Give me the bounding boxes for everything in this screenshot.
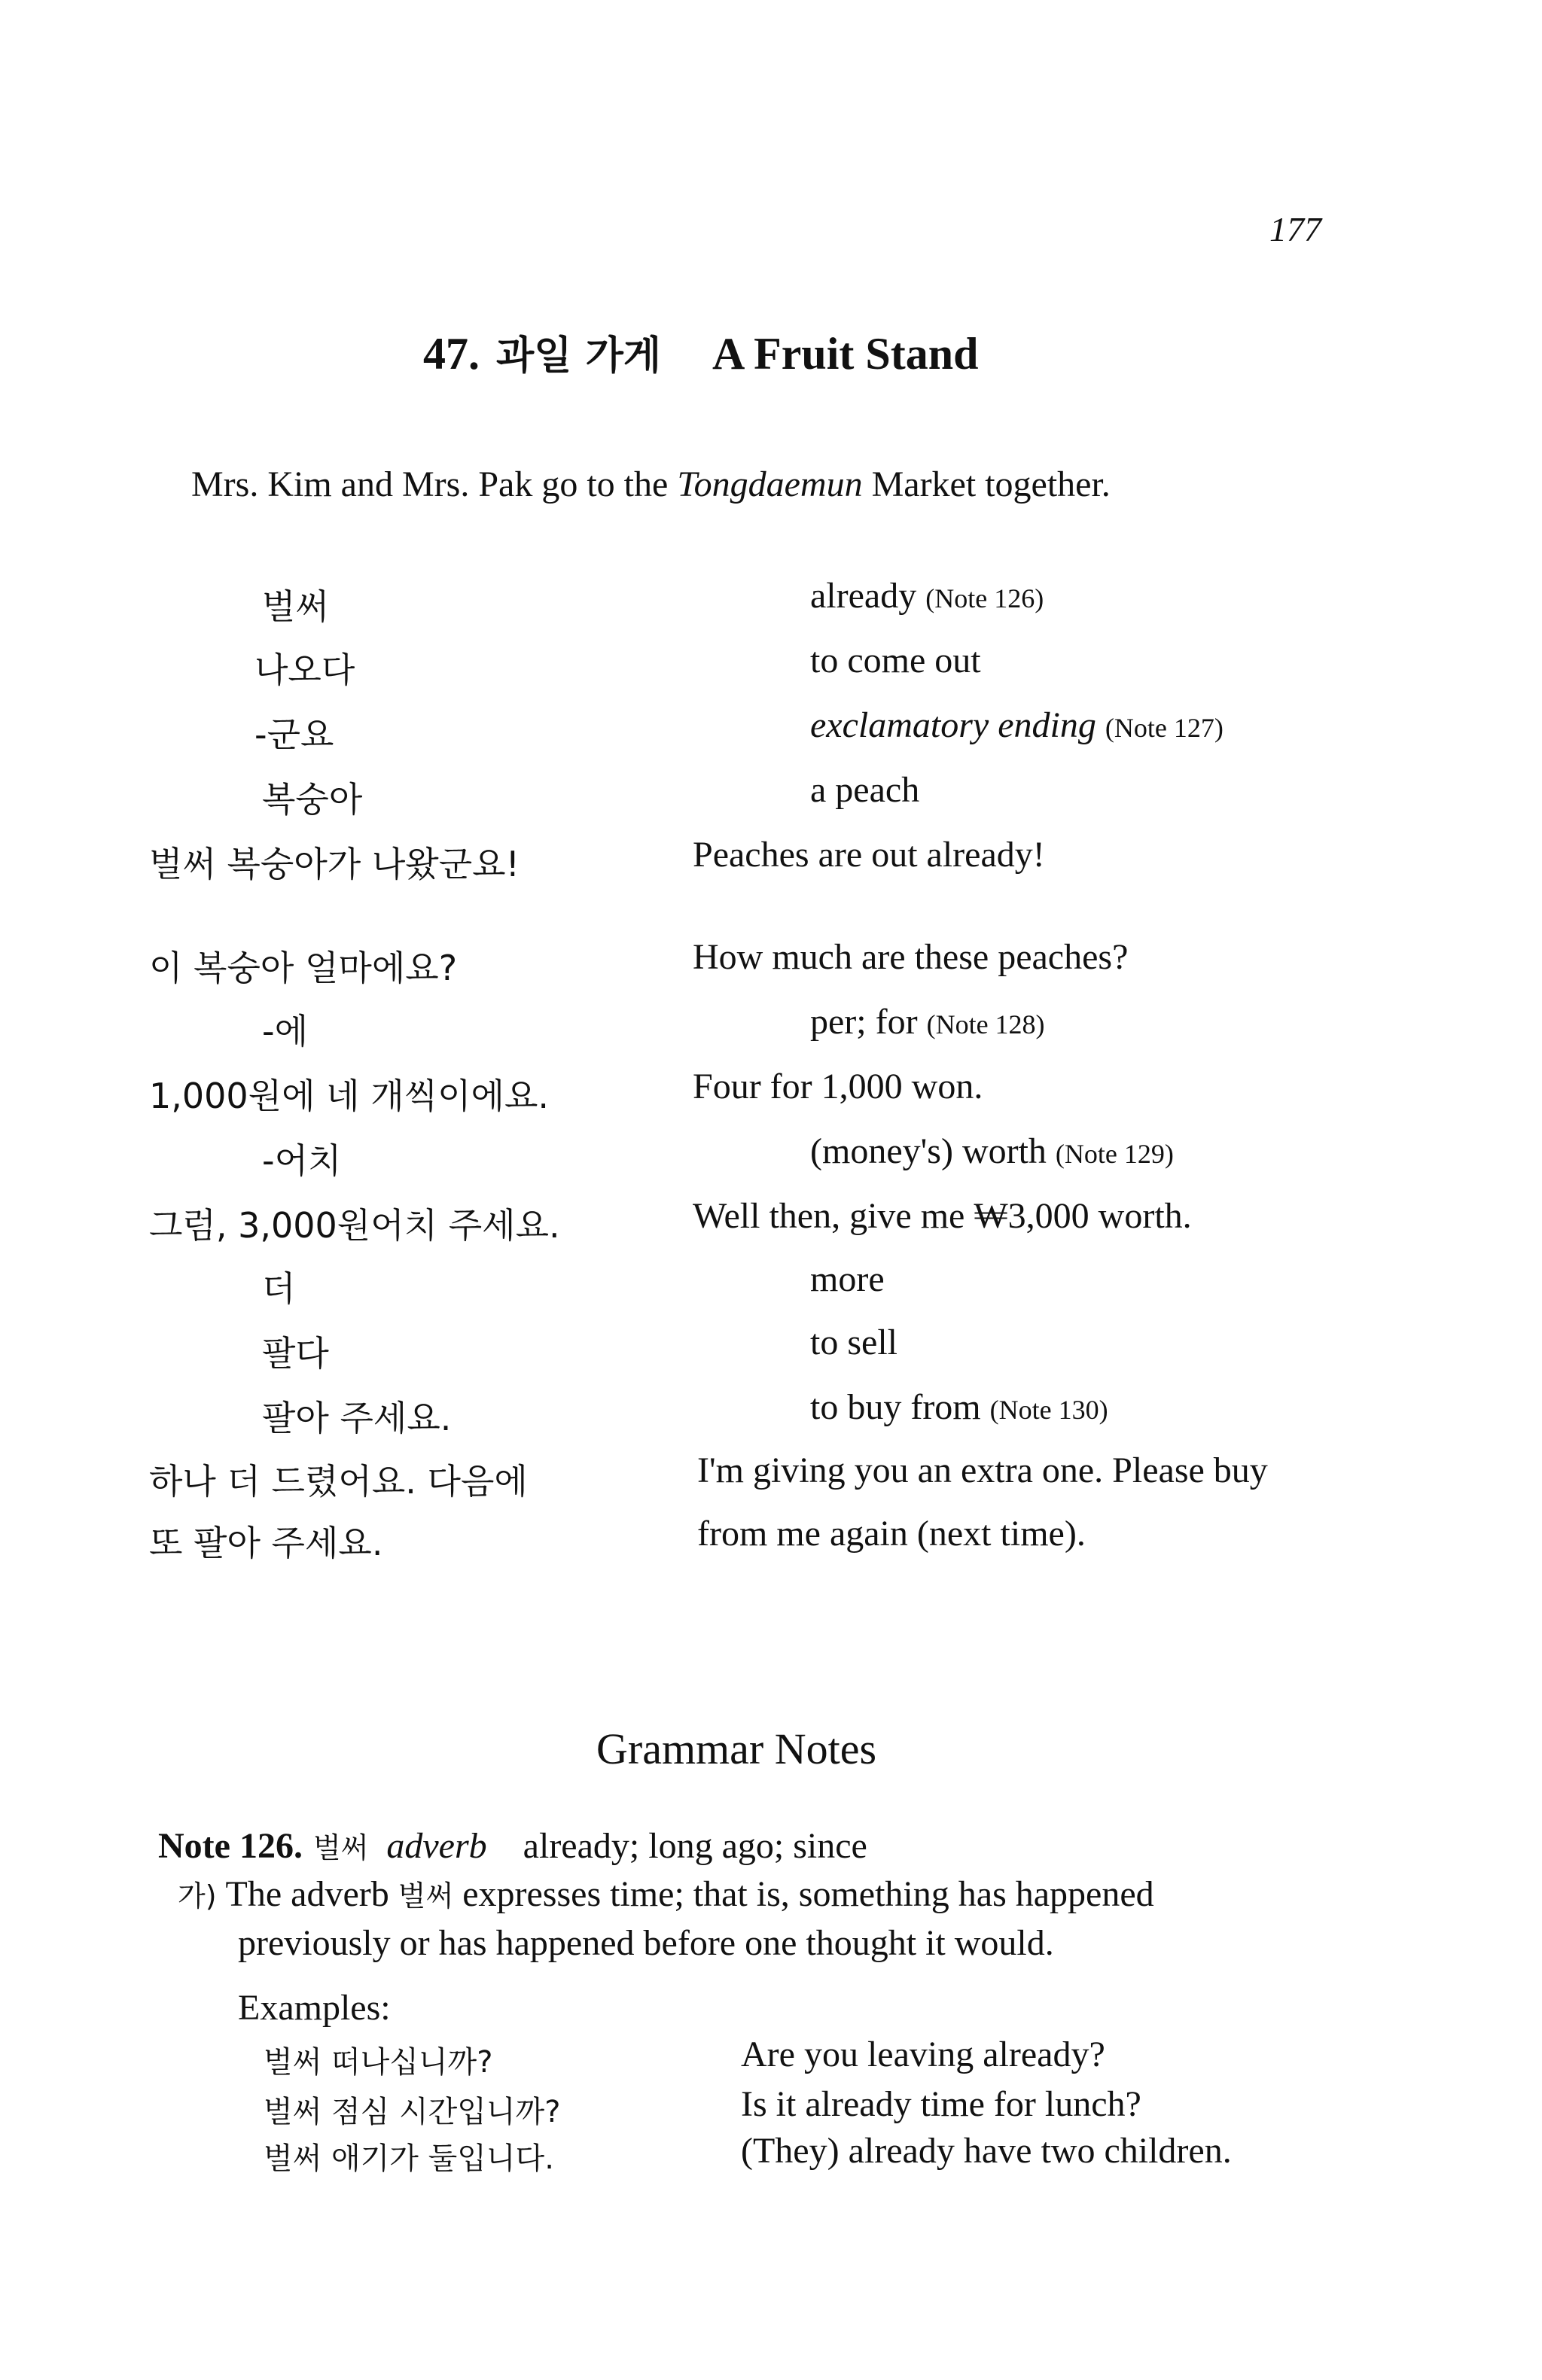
example-ko-1: 벌써 점심 시간입니까? (264, 2095, 561, 2129)
intro-place-name: Tongdaemun (677, 464, 863, 504)
examples-label: Examples: (238, 1988, 391, 2028)
intro-sentence (191, 464, 1111, 505)
note-label: Note 126. (158, 1826, 303, 1866)
vocab-en-12 (810, 1386, 1108, 1428)
vocab-ko-0: 벌써 (262, 586, 329, 627)
lesson-title (423, 324, 978, 380)
vocab-en-10: more (810, 1259, 885, 1299)
note-gloss: already; long ago; since (523, 1826, 867, 1866)
vocab-en-2 (810, 705, 1224, 746)
vocab-ko-6: -에 (262, 1011, 309, 1052)
vocab-ko-11: 팔다 (262, 1333, 329, 1374)
lesson-number: 47. (423, 329, 480, 379)
note-paragraph-line-1 (178, 1873, 1154, 1915)
vocab-en-1: to come out (810, 641, 981, 680)
example-ko-2: 벌써 애기가 둘입니다. (264, 2141, 554, 2176)
vocab-en-7: Four for 1,000 won. (693, 1067, 983, 1106)
example-en-2: (They) already have two children. (741, 2131, 1232, 2171)
note-part-of-speech: adverb (386, 1826, 487, 1866)
vocab-en-8 (810, 1131, 1174, 1172)
vocab-note-2: (Note 127) (1105, 713, 1224, 743)
intro-text-end: Market together. (862, 464, 1111, 504)
vocab-en-13: I'm giving you an extra one. Please buy (697, 1450, 1268, 1490)
vocab-ko-1: 나오다 (254, 650, 355, 690)
vocab-note-6: (Note 128) (926, 1009, 1045, 1039)
vocab-ko-2: -군요 (254, 714, 334, 755)
vocab-en-6 (810, 1001, 1045, 1042)
vocab-note-8: (Note 129) (1055, 1139, 1174, 1169)
vocab-note-12: (Note 130) (989, 1395, 1108, 1425)
lesson-title-korean: 과일 가게 (496, 333, 662, 379)
para-line1-korean: 벌써 (398, 1879, 454, 1913)
vocab-ko-4: 벌써 복숭아가 나왔군요! (149, 844, 520, 884)
vocab-ko-8: -어치 (262, 1140, 342, 1181)
vocab-en-11: to sell (810, 1322, 897, 1362)
vocab-en-0 (810, 575, 1044, 616)
vocab-en-0-text: already (810, 576, 917, 616)
vocab-en-9: Well then, give me ₩3,000 worth. (693, 1196, 1192, 1236)
para-line1-start: The adverb (225, 1874, 398, 1914)
vocab-en-2-text: exclamatory ending (810, 705, 1096, 745)
vocab-en-6-text: per; for (810, 1002, 918, 1042)
example-en-1: Is it already time for lunch? (741, 2084, 1141, 2124)
note-126-heading (158, 1825, 867, 1867)
vocab-en-3: a peach (810, 770, 920, 810)
vocab-ko-12: 팔아 주세요. (262, 1398, 452, 1438)
vocab-ko-7: 1,000원에 네 개씩이에요. (149, 1076, 550, 1116)
vocab-ko-5: 이 복숭아 얼마에요? (149, 948, 458, 988)
para-line1-end: expresses time; that is, something has happened (453, 1874, 1154, 1914)
grammar-notes-heading: Grammar Notes (596, 1724, 877, 1773)
vocab-ko-3: 복숭아 (262, 779, 363, 820)
intro-text-start: Mrs. Kim and Mrs. Pak go to the (191, 464, 678, 504)
vocab-note-0: (Note 126) (925, 583, 1044, 613)
example-ko-0: 벌써 떠나십니까? (264, 2045, 493, 2080)
vocab-ko-14: 또 팔아 주세요. (149, 1523, 383, 1563)
vocab-en-12-text: to buy from (810, 1387, 981, 1427)
vocab-en-4: Peaches are out already! (693, 835, 1045, 875)
vocab-en-5: How much are these peaches? (693, 937, 1129, 977)
note-paragraph-line-2: previously or has happened before one thought it would. (238, 1923, 1054, 1963)
vocab-en-8-text: (money's) worth (810, 1131, 1047, 1171)
vocab-en-14: from me again (next time). (697, 1514, 1086, 1554)
vocab-ko-13: 하나 더 드렸어요. 다음에 (149, 1461, 528, 1502)
lesson-title-english: A Fruit Stand (712, 329, 979, 379)
example-en-0: Are you leaving already? (741, 2035, 1105, 2074)
page-number: 177 (1269, 210, 1321, 248)
vocab-ko-10: 더 (262, 1268, 296, 1309)
para-marker: 가) (178, 1879, 217, 1913)
note-keyword-korean: 벌써 (312, 1831, 369, 1864)
vocab-ko-9: 그럼, 3,000원어치 주세요. (149, 1205, 560, 1246)
